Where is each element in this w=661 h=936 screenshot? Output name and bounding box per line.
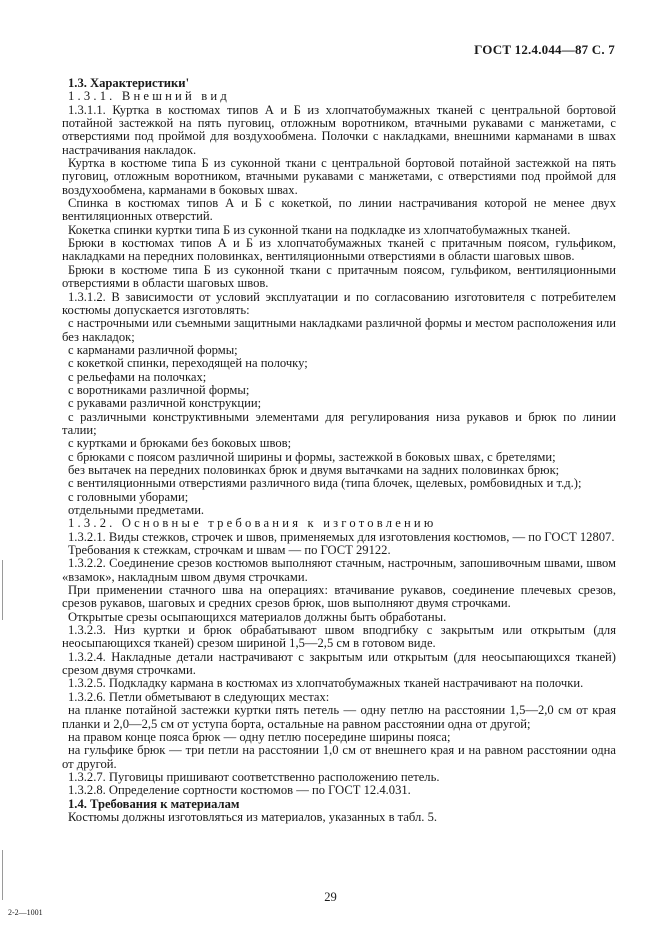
list-item: с рукавами различной конструкции; <box>68 396 262 411</box>
list-item: с брюками с поясом различной ширины и формы, застежкой в боковых швах, с бретелями; <box>68 449 556 464</box>
list-item: на правом конце пояса брюк — одну петлю посередине ширины пояса; <box>68 729 451 744</box>
paragraph: Брюки в костюмах типов А и Б из хлопчатобумажных тканей с притачным поясом, гульфиком, накладками на передних половинках, вентиляционными отверстиями в области шаговых швов. <box>62 236 616 264</box>
paragraph: 1.3.2.7. Пуговицы пришивают соответственно расположению петель. <box>68 769 440 784</box>
list-item: с различными конструктивными элементами для регулирования низа рукавов и брюк по линии талии; <box>62 409 616 437</box>
page-header: ГОСТ 12.4.044—87 С. 7 <box>474 42 615 57</box>
body-text <box>62 77 616 824</box>
paragraph: 1.3.2.4. Накладные детали настрачивают с закрытым или открытым (для неосыпающихся тканей) срезом двумя строчками. <box>62 649 616 678</box>
paragraph: Куртка в костюме типа Б из суконной ткани с центральной бортовой потайной застежкой на пять пуговиц, отложным воротником, втачными рукавами с манжетами, с отверстиями под проймой для воздухообмена, карманами в боковых швах. <box>62 156 616 197</box>
list-item: на планке потайной застежки куртки пять петель — одну петлю на расстоянии 1,5—2,0 см от края планки и 2,0—2,5 см от уступа борта, остальные на равном расстоянии одна от другой; <box>62 703 616 731</box>
paragraph: При применении стачного шва на операциях: втачивание рукавов, соединение плечевых срезов, срезов рукавов, шаговых и средних срезов брюк, шов выполняют двумя строчками. <box>62 583 616 611</box>
list-item: без вытачек на передних половинках брюк и двумя вытачками на задних половинках брюк; <box>68 462 560 477</box>
subsection-heading: 1.3.1. Внешний вид <box>68 89 230 104</box>
paragraph: 1.3.2.5. Подкладку кармана в костюмах из хлопчатобумажных тканей настрачивают на полочки. <box>68 676 584 691</box>
list-item: с кокеткой спинки, переходящей на полочку; <box>68 356 308 371</box>
section-heading: 1.3. Характеристики' <box>68 76 190 90</box>
section-heading: 1.4. Требования к материалам <box>68 796 240 811</box>
paragraph: 1.3.1.2. В зависимости от условий эксплуатации и по согласованию изготовителя с потребителем костюмы допускается изготовлять: <box>62 289 616 317</box>
paragraph: 1.3.2.2. Соединение срезов костюмов выполняют стачным, настрочным, запошивочным швами, швом «взамок», накладным швом двумя строчками. <box>62 556 616 584</box>
paragraph: 1.3.2.6. Петли обметывают в следующих местах: <box>68 689 330 704</box>
list-item: с рельефами на полочках; <box>68 369 207 384</box>
list-item: на гульфике брюк — три петли на расстоянии 1,0 см от внешнего края и на равном расстоянии одна от другой. <box>62 743 616 771</box>
list-item: с вентиляционными отверстиями различного вида (типа блочек, щелевых, ромбовидных и т.д.); <box>68 476 582 491</box>
paragraph: Костюмы должны изготовляться из материалов, указанных в табл. 5. <box>68 809 438 824</box>
paragraph: 1.3.2.8. Определение сортности костюмов — по ГОСТ 12.4.031. <box>68 783 411 798</box>
list-item: с карманами различной формы; <box>68 342 238 357</box>
paragraph: Требования к стежкам, строчкам и швам — по ГОСТ 29122. <box>68 543 391 558</box>
list-item: отдельными предметами. <box>68 503 205 517</box>
paragraph: 1.3.1.1. Куртка в костюмах типов А и Б из хлопчатобумажных тканей с центральной бортовой потайной застежкой на пять пуговиц, отложным воротником, втачными рукавами с манжетами, с отверстиями под проймой для воздухообмена. Полочки с накладками, внешними карманами в швах настрачивания накладок. <box>62 102 616 157</box>
list-item: с настрочными или съемными защитными накладками различной формы и местом расположения или без накладок; <box>62 316 616 344</box>
list-item: с головными уборами; <box>68 489 189 504</box>
scan-edge-mark <box>2 850 3 900</box>
list-item: с куртками и брюками без боковых швов; <box>68 436 292 451</box>
paragraph: Кокетка спинки куртки типа Б из суконной ткани на подкладке из хлопчатобумажных тканей. <box>68 222 571 237</box>
subsection-heading: 1.3.2. Основные требования к изготовлению <box>68 516 437 531</box>
paragraph: Спинка в костюмах типов А и Б с кокеткой, по линии настрачивания которой не менее двух вентиляционных отверстий. <box>62 196 616 224</box>
print-code: 2-2—1001 <box>8 908 43 917</box>
scan-edge-mark <box>2 560 3 620</box>
paragraph: 1.3.2.1. Виды стежков, строчек и швов, применяемых для изготовления костюмов, — по ГОСТ 12807. <box>68 529 615 544</box>
page-number: 29 <box>324 890 337 904</box>
paragraph: Открытые срезы осыпающихся материалов должны быть обработаны. <box>68 609 447 624</box>
paragraph: 1.3.2.3. Низ куртки и брюк обрабатывают швом вподгибку с закрытым или открытым (для неосыпающихся тканей) срезом шириной 1,5—2,5 см в готовом виде. <box>62 623 616 651</box>
list-item: с воротниками различной формы; <box>68 382 250 397</box>
paragraph: Брюки в костюме типа Б из суконной ткани с притачным поясом, гульфиком, вентиляционными отверстиями в области шаговых швов. <box>62 262 616 291</box>
